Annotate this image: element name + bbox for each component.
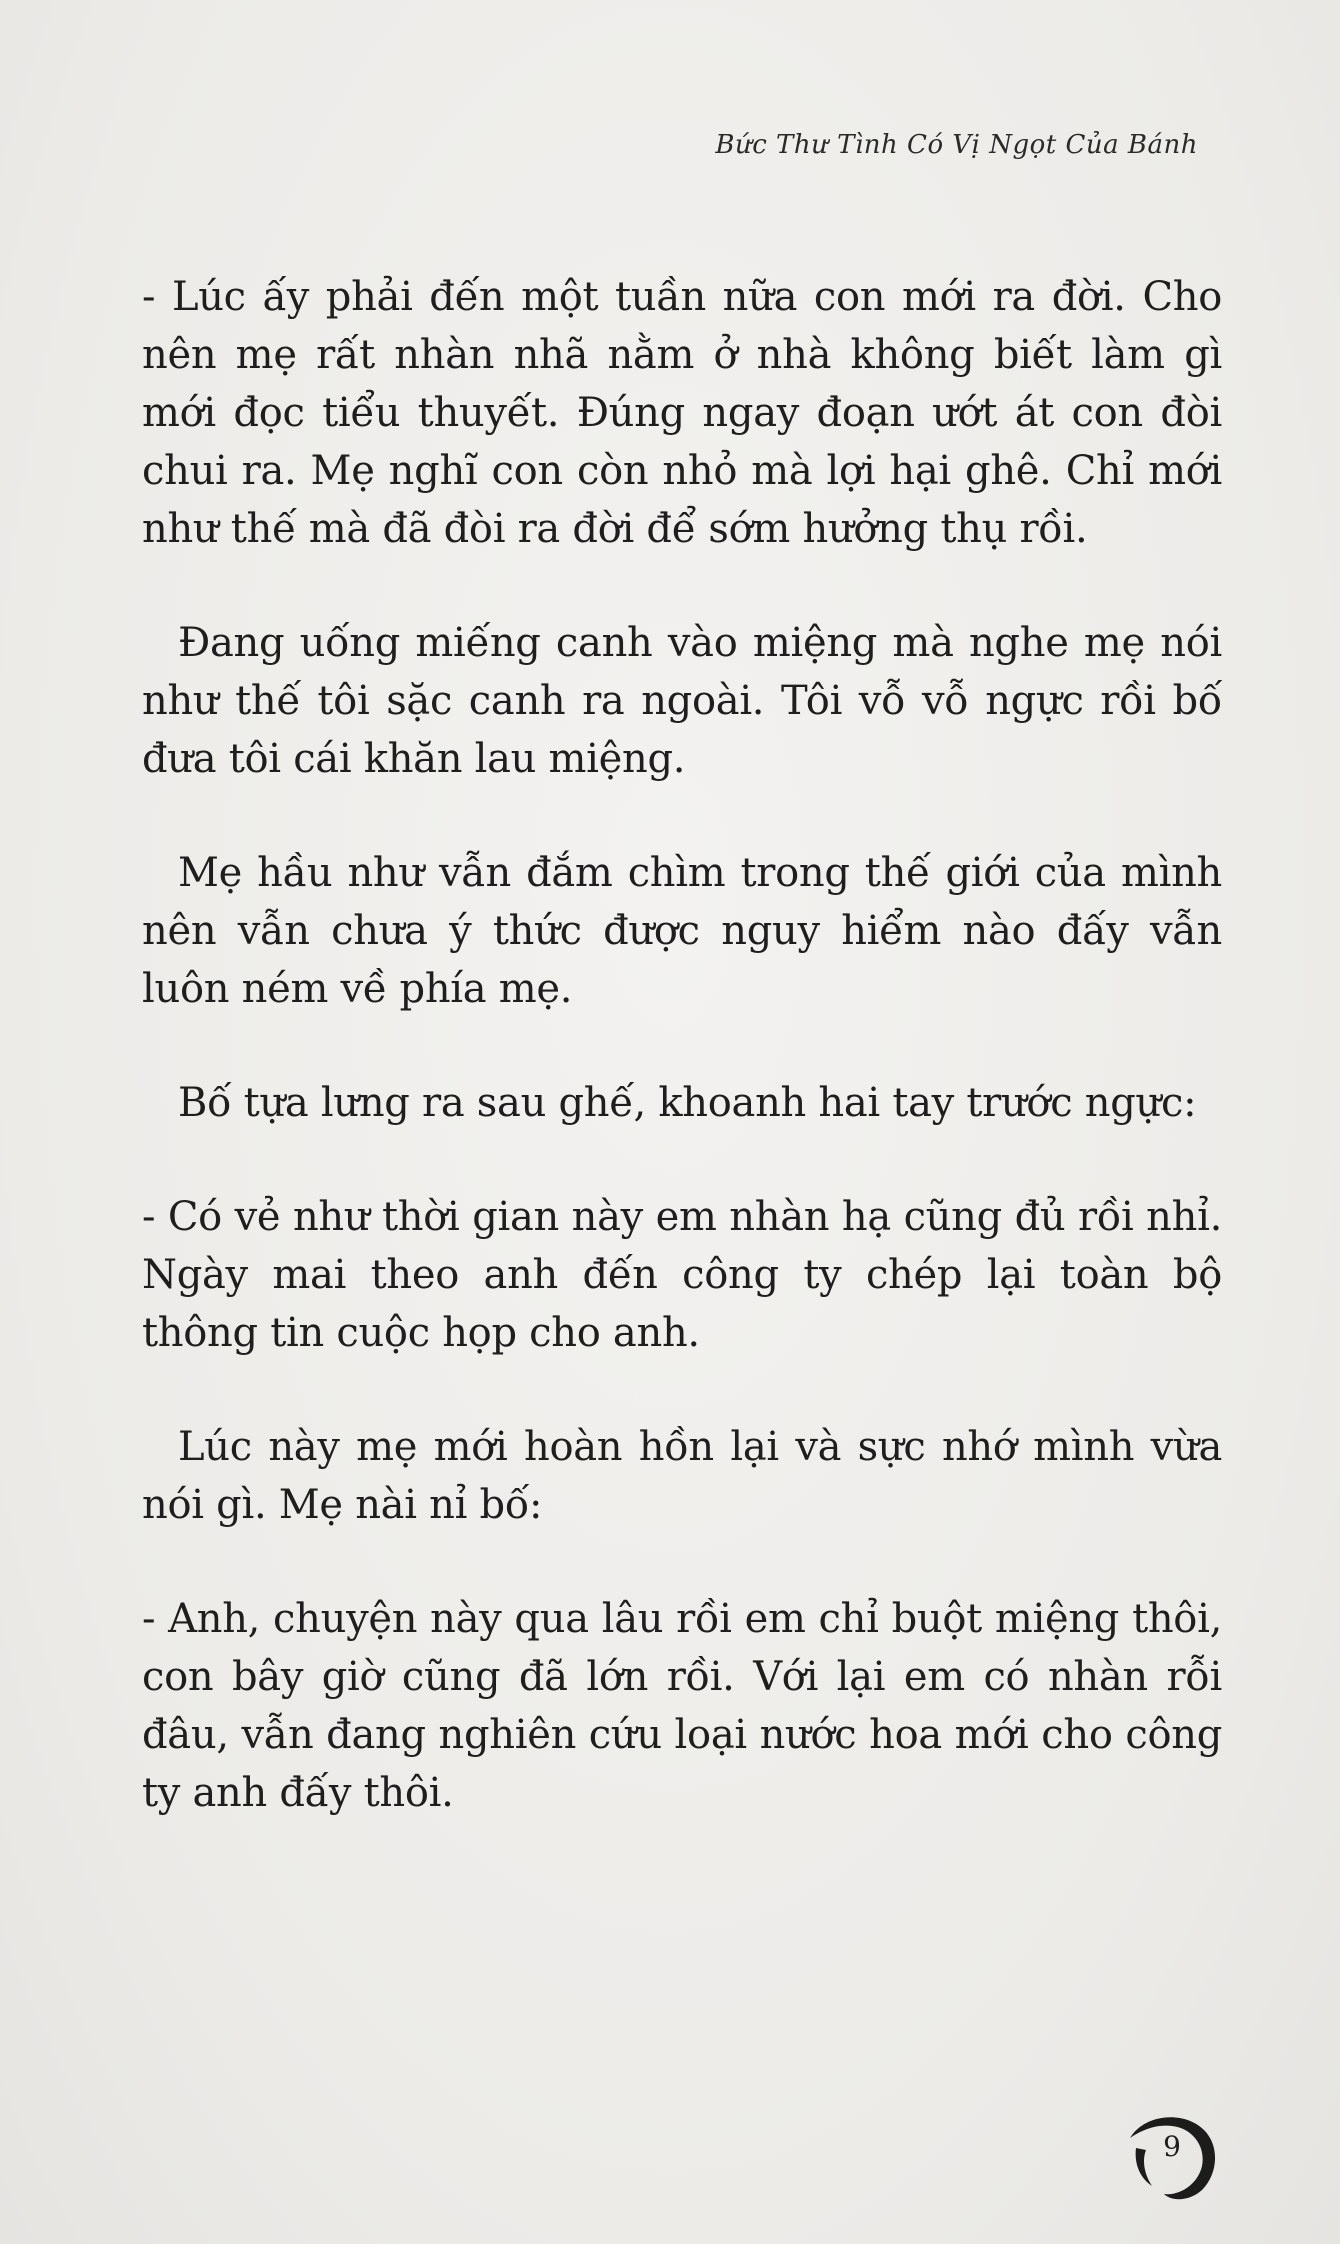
body-text bbox=[142, 268, 1222, 1822]
page-number: 9 bbox=[1163, 2130, 1181, 2163]
paragraph: - Có vẻ như thời gian này em nhàn hạ cũng đủ rồi nhỉ. Ngày mai theo anh đến công ty chép lại toàn bộ thông tin cuộc họp cho anh. bbox=[142, 1194, 1222, 1356]
paragraph: - Lúc ấy phải đến một tuần nữa con mới ra đời. Cho nên mẹ rất nhàn nhã nằm ở nhà không biết làm gì mới đọc tiểu thuyết. Đúng ngay đoạn ướt át con đòi chui ra. Mẹ nghĩ con còn nhỏ mà lợi hại ghê. Chỉ mới như thế mà đã đòi ra đời để sớm hưởng thụ rồi. bbox=[142, 274, 1222, 552]
running-header: Bức Thư Tình Có Vị Ngọt Của Bánh bbox=[715, 130, 1198, 160]
paragraph: Đang uống miếng canh vào miệng mà nghe mẹ nói như thế tôi sặc canh ra ngoài. Tôi vỗ vỗ ngực rồi bố đưa tôi cái khăn lau miệng. bbox=[142, 620, 1222, 782]
paragraph: Bố tựa lưng ra sau ghế, khoanh hai tay trước ngực: bbox=[178, 1080, 1197, 1126]
paragraph: Lúc này mẹ mới hoàn hồn lại và sực nhớ mình vừa nói gì. Mẹ nài nỉ bố: bbox=[142, 1424, 1222, 1528]
paragraph: - Anh, chuyện này qua lâu rồi em chỉ buột miệng thôi, con bây giờ cũng đã lớn rồi. Với lại em có nhàn rỗi đâu, vẫn đang nghiên cứu loại nước hoa mới cho công ty anh đấy thôi. bbox=[142, 1596, 1222, 1816]
paragraph: Mẹ hầu như vẫn đắm chìm trong thế giới của mình nên vẫn chưa ý thức được nguy hiểm nào đấy vẫn luôn ném về phía mẹ. bbox=[142, 850, 1222, 1012]
